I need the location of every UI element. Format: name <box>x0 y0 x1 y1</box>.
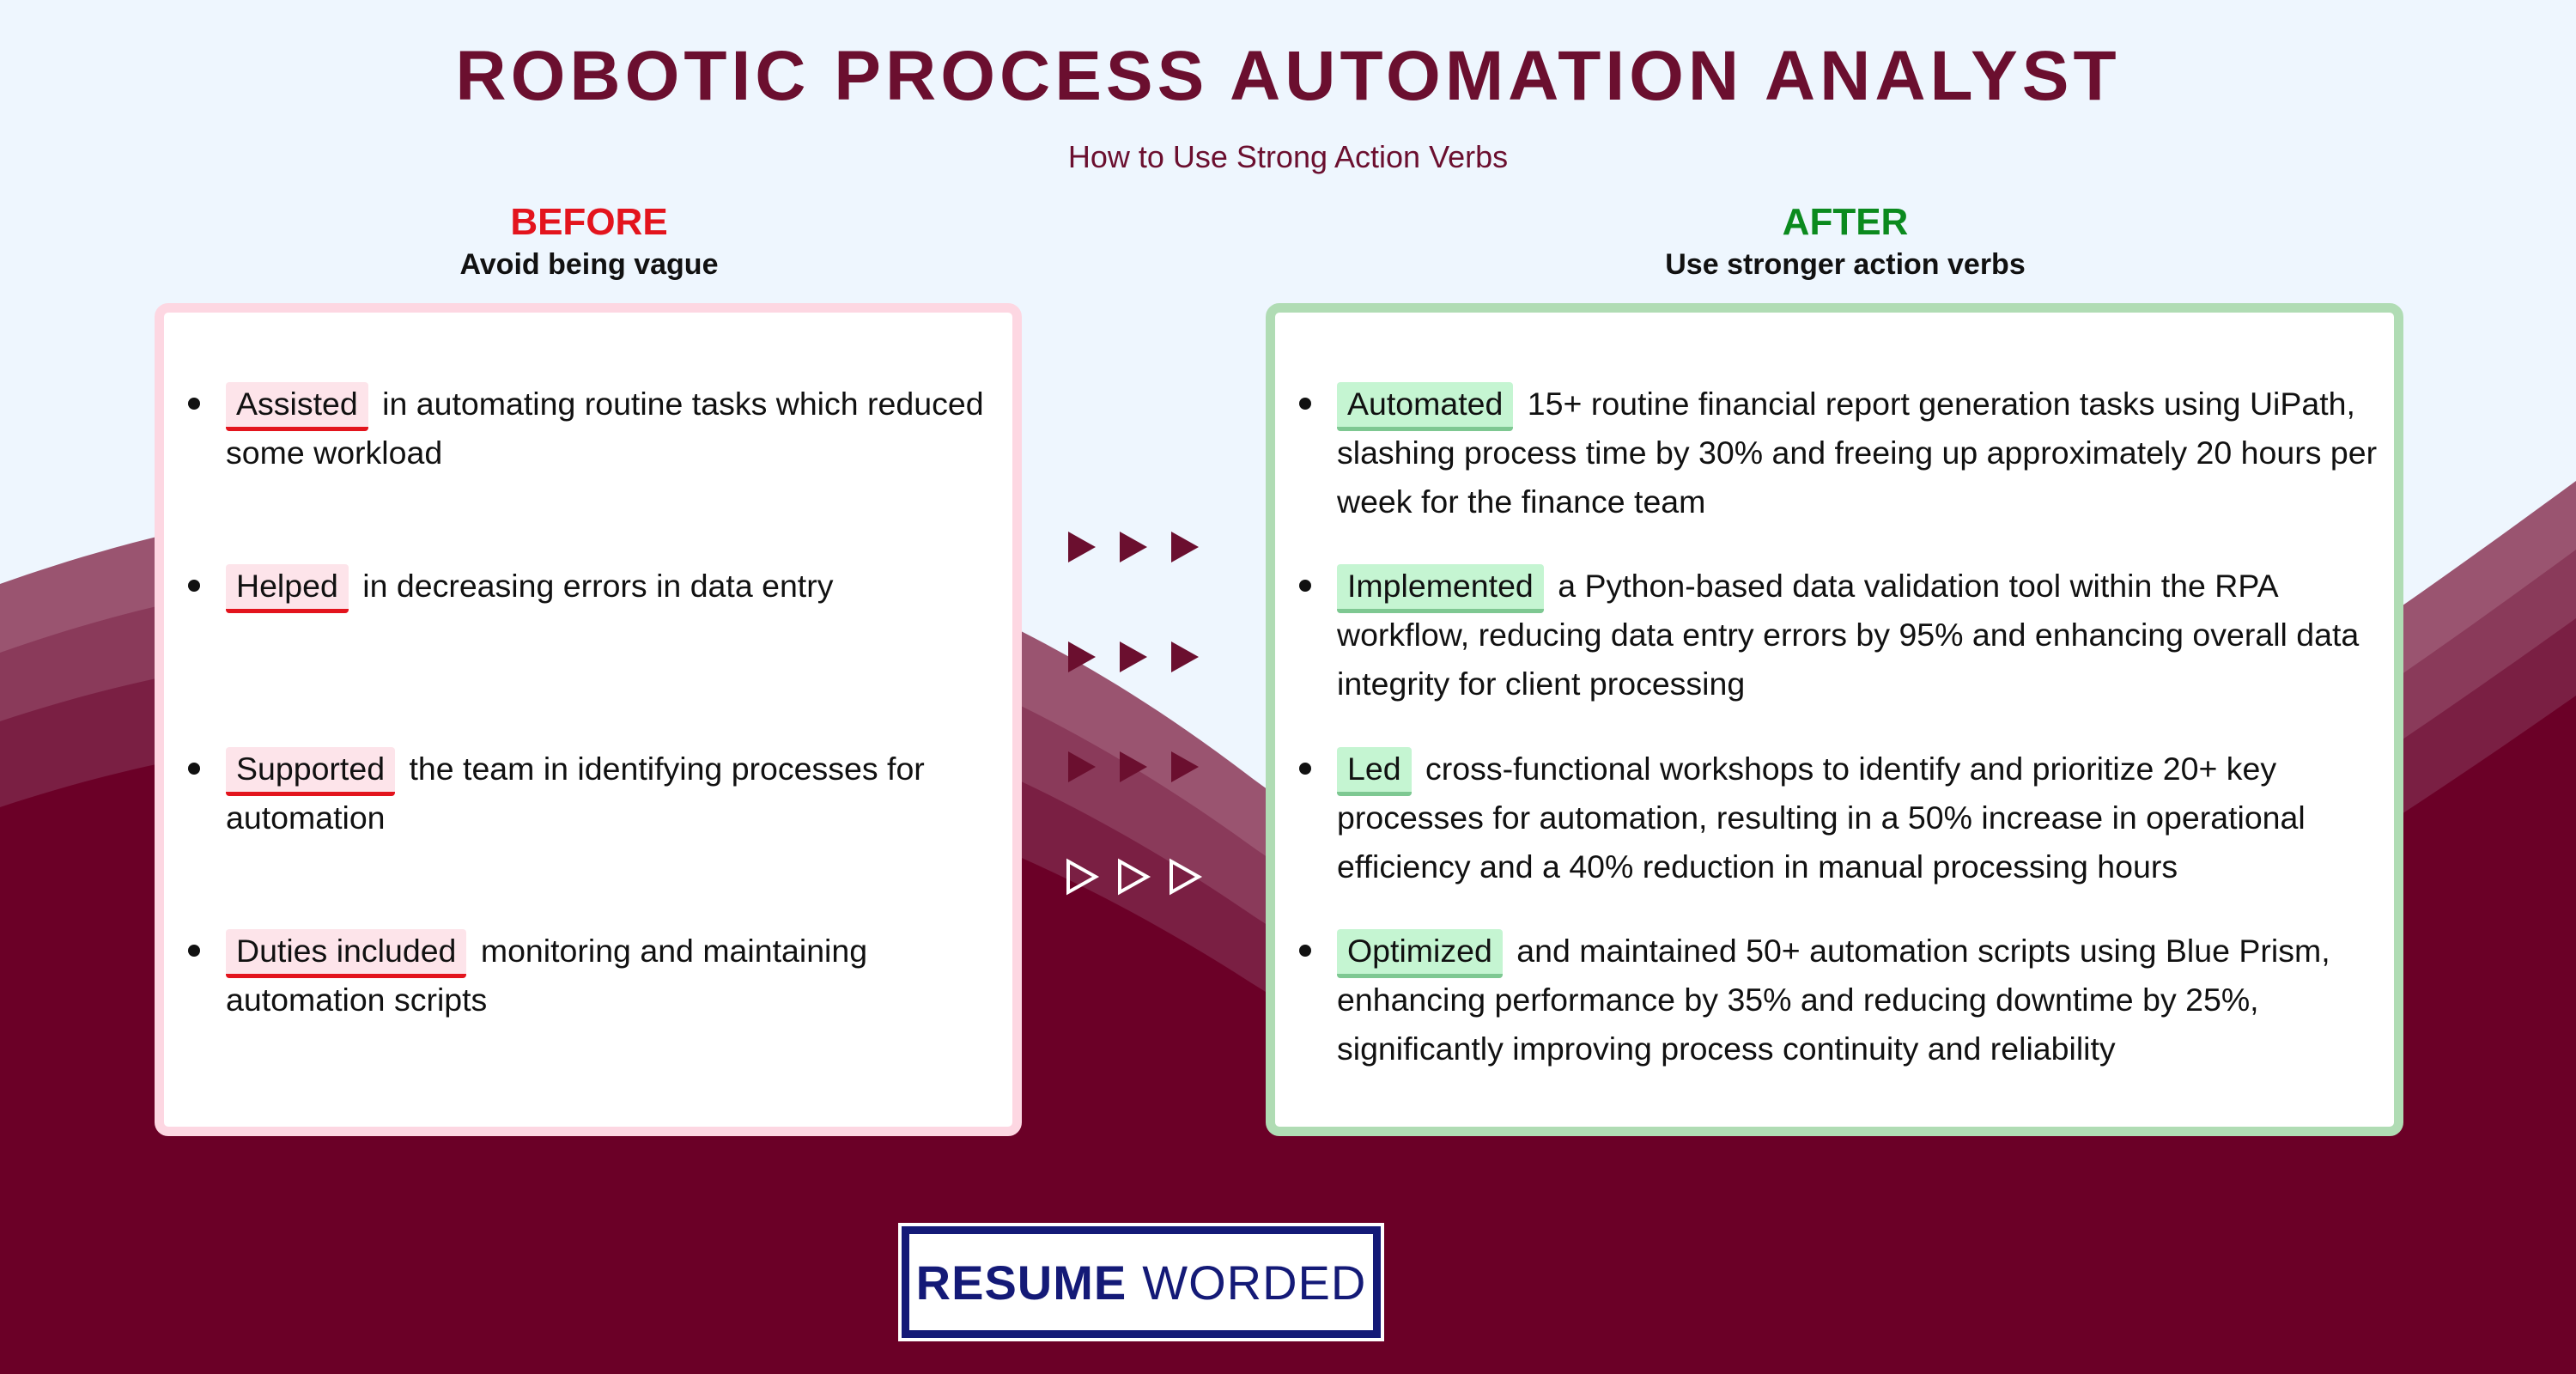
weak-verb: Helped <box>226 564 349 613</box>
item-text: 15+ routine financial report generation tasks using UiPath, slashing process time by 30% and freeing up approximately 20 hours per week for the finance team <box>1337 386 2378 520</box>
strong-verb: Automated <box>1337 382 1513 431</box>
item-text: and maintained 50+ automation scripts using Blue Prism, enhancing performance by 35% and reducing downtime by 25%, significantly improving process continuity and reliability <box>1337 933 2330 1067</box>
arrow-row <box>1061 521 1216 573</box>
weak-verb: Duties included <box>226 929 466 978</box>
strong-verb: Led <box>1337 747 1412 796</box>
after-card <box>1266 303 2403 1136</box>
before-header <box>160 199 1018 283</box>
triple-arrow-icon <box>1061 631 1216 683</box>
bullet-dot <box>188 398 200 410</box>
bullet-dot <box>1299 763 1311 775</box>
strong-verb: Optimized <box>1337 929 1503 978</box>
after-item <box>1275 380 2391 526</box>
after-item <box>1275 562 2391 708</box>
before-item <box>164 380 1014 477</box>
bullet-dot <box>1299 580 1311 592</box>
after-subheading: Use stronger action verbs <box>1665 248 2026 281</box>
bullet-dot <box>188 945 200 957</box>
item-text: monitoring and maintaining automation scripts <box>226 933 868 1018</box>
page-title: ROBOTIC PROCESS AUTOMATION ANALYST <box>455 37 2121 115</box>
strong-verb: Implemented <box>1337 564 1544 613</box>
before-subheading: Avoid being vague <box>459 248 719 281</box>
item-text: cross-functional workshops to identify and prioritize 20+ key processes for automation, resulting in a 50% increase in operational efficiency and a 40% reduction in manual processing hours <box>1337 751 2306 885</box>
arrow-row <box>1061 851 1216 903</box>
triple-arrow-icon <box>1061 741 1216 793</box>
weak-verb: Supported <box>226 747 395 796</box>
item-text: the team in identifying processes for automation <box>226 751 925 836</box>
item-text: in automating routine tasks which reduced some workload <box>226 386 984 471</box>
before-item <box>164 562 1014 611</box>
triple-arrow-icon <box>1061 521 1216 573</box>
before-item <box>164 927 1014 1024</box>
after-item <box>1275 927 2391 1073</box>
bullet-dot <box>1299 398 1311 410</box>
before-card <box>155 303 1022 1136</box>
arrow-row <box>1061 631 1216 683</box>
after-header <box>1269 199 2421 283</box>
item-text: a Python-based data validation tool within the RPA workflow, reducing data entry errors by 95% and enhancing overall data integrity for client processing <box>1337 568 2360 702</box>
logo-strong-text: RESUME <box>915 1255 1127 1310</box>
after-item <box>1275 745 2391 891</box>
after-heading: AFTER <box>1782 201 1909 243</box>
weak-verb: Assisted <box>226 382 368 431</box>
item-text: in decreasing errors in data entry <box>362 568 834 604</box>
resume-worded-logo <box>902 1226 1381 1338</box>
bullet-dot <box>188 580 200 592</box>
page-subtitle: How to Use Strong Action Verbs <box>1067 139 1509 174</box>
bullet-dot <box>188 763 200 775</box>
before-heading: BEFORE <box>510 201 668 243</box>
before-item <box>164 745 1014 842</box>
triple-arrow-outline-icon <box>1061 851 1216 903</box>
arrow-row <box>1061 741 1216 793</box>
bullet-dot <box>1299 945 1311 957</box>
logo-light-text: WORDED <box>1142 1255 1367 1310</box>
